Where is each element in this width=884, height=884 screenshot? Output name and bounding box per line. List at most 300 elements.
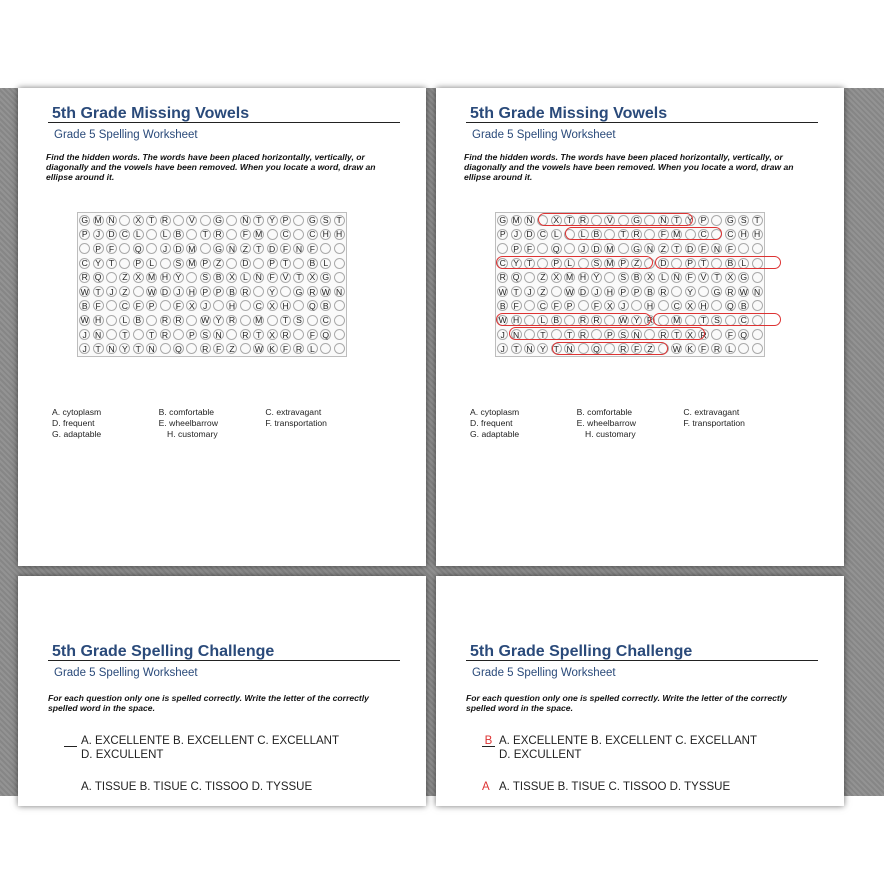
grid-letter: R — [658, 329, 669, 340]
grid-letter: X — [685, 300, 696, 311]
grid-letter: T — [618, 229, 629, 240]
grid-letter: P — [146, 300, 157, 311]
answer-ellipse — [538, 213, 693, 226]
grid-letter: Y — [213, 315, 224, 326]
word-list-row — [470, 418, 790, 429]
grid-letter: S — [618, 272, 629, 283]
question-1 — [64, 735, 339, 747]
grid-cell — [319, 242, 332, 256]
grid-letter: T — [133, 343, 144, 354]
grid-letter: B — [497, 300, 508, 311]
grid-letter: W — [672, 343, 681, 354]
grid-cell — [630, 242, 643, 256]
grid-cell — [239, 342, 252, 356]
grid-cell — [523, 227, 536, 241]
grid-letter: M — [606, 258, 614, 269]
word-list-row — [52, 429, 372, 440]
grid-letter: P — [200, 286, 211, 297]
grid-cell — [590, 270, 603, 284]
grid-cell — [306, 327, 319, 341]
grid-cell — [118, 299, 131, 313]
grid-letter: Q — [307, 300, 318, 311]
grid-letter: X — [644, 272, 655, 283]
grid-letter: Y — [631, 315, 642, 326]
grid-cell — [78, 270, 91, 284]
grid-letter — [146, 229, 157, 240]
grid-letter — [146, 243, 157, 254]
grid-cell — [724, 342, 737, 356]
grid-letter — [106, 300, 117, 311]
grid-cell — [118, 256, 131, 270]
grid-letter: Y — [119, 343, 130, 354]
grid-cell — [670, 242, 683, 256]
grid-letter — [173, 215, 184, 226]
word-list-item: E. wheelbarrow — [576, 418, 636, 429]
grid-letter: X — [551, 272, 562, 283]
grid-letter — [293, 329, 304, 340]
grid-letter: M — [512, 215, 520, 226]
answer-ellipse — [653, 313, 781, 326]
grid-cell — [132, 284, 145, 298]
grid-letter: R — [578, 315, 589, 326]
grid-cell — [292, 342, 305, 356]
grid-cell — [199, 213, 212, 227]
grid-letter: V — [280, 272, 291, 283]
grid-cell — [172, 213, 185, 227]
grid-letter: N — [334, 286, 345, 297]
grid-letter — [671, 286, 682, 297]
grid-letter: K — [267, 343, 278, 354]
grid-cell — [292, 242, 305, 256]
grid-letter: P — [79, 229, 90, 240]
grid-letter: M — [255, 229, 263, 240]
grid-letter: B — [213, 272, 224, 283]
grid-cell — [145, 327, 158, 341]
grid-letter: T — [119, 329, 130, 340]
grid-cell — [239, 213, 252, 227]
grid-cell — [105, 284, 118, 298]
grid-cell — [199, 242, 212, 256]
grid-letter: Y — [267, 286, 278, 297]
grid-cell — [683, 284, 696, 298]
grid-cell — [617, 270, 630, 284]
grid-letter — [293, 300, 304, 311]
grid-letter: T — [146, 329, 157, 340]
grid-letter — [133, 329, 144, 340]
grid-letter: L — [240, 272, 251, 283]
grid-letter: T — [711, 272, 722, 283]
grid-letter: R — [293, 343, 304, 354]
grid-letter: G — [497, 215, 508, 226]
grid-letter — [186, 315, 197, 326]
grid-letter: L — [658, 272, 669, 283]
grid-letter: X — [186, 300, 197, 311]
grid-letter: L — [578, 229, 589, 240]
grid-letter: P — [618, 258, 629, 269]
grid-letter: J — [511, 229, 522, 240]
grid-cell — [279, 242, 292, 256]
grid-cell — [496, 213, 509, 227]
grid-cell — [279, 213, 292, 227]
grid-letter: R — [591, 315, 602, 326]
grid-letter — [240, 300, 251, 311]
word-list-item: G. adaptable — [52, 429, 102, 440]
grid-cell — [239, 270, 252, 284]
grid-cell — [199, 284, 212, 298]
grid-letter: Y — [685, 215, 696, 226]
grid-cell — [172, 284, 185, 298]
word-list-item: A. cytoplasm — [52, 407, 102, 417]
grid-letter — [186, 272, 197, 283]
grid-letter: R — [644, 315, 655, 326]
grid-letter: B — [725, 258, 736, 269]
grid-cell — [91, 299, 104, 313]
grid-letter: G — [307, 215, 318, 226]
grid-cell — [118, 327, 131, 341]
grid-letter: C — [537, 300, 548, 311]
grid-letter: J — [160, 243, 171, 254]
grid-cell — [683, 242, 696, 256]
grid-cell — [590, 284, 603, 298]
grid-letter: H — [226, 300, 237, 311]
grid-letter — [711, 329, 722, 340]
grid-cell — [91, 284, 104, 298]
grid-cell — [185, 313, 198, 327]
grid-letter: M — [255, 315, 263, 326]
grid-row — [496, 270, 764, 284]
grid-cell — [118, 342, 131, 356]
grid-cell — [697, 242, 710, 256]
grid-cell — [199, 227, 212, 241]
word-list-item: H. customary — [585, 429, 636, 440]
grid-letter: D — [160, 286, 171, 297]
question-2 — [482, 781, 730, 793]
grid-letter — [119, 258, 130, 269]
title-rule — [466, 122, 818, 123]
grid-letter: L — [307, 343, 318, 354]
grid-letter: C — [307, 229, 318, 240]
grid-cell — [332, 284, 345, 298]
grid-letter — [497, 243, 508, 254]
page-subtitle: Grade 5 Spelling Worksheet — [54, 667, 198, 679]
grid-cell — [657, 242, 670, 256]
grid-letter: T — [524, 258, 535, 269]
grid-letter: H — [93, 315, 104, 326]
grid-letter — [226, 215, 237, 226]
worksheet-page-vowels-answers — [436, 88, 844, 566]
grid-cell — [523, 213, 536, 227]
grid-cell — [603, 284, 616, 298]
grid-cell — [172, 256, 185, 270]
grid-cell — [737, 299, 750, 313]
grid-letter: B — [591, 229, 602, 240]
grid-cell — [265, 313, 278, 327]
grid-letter: G — [738, 272, 749, 283]
grid-cell — [252, 342, 265, 356]
grid-letter: J — [578, 243, 589, 254]
grid-cell — [724, 327, 737, 341]
grid-cell — [710, 284, 723, 298]
question-options: A. TISSUE B. TISUE C. TISSOO D. TYSSUE — [81, 781, 313, 793]
grid-letter — [240, 343, 251, 354]
grid-letter: T — [671, 215, 682, 226]
grid-letter — [253, 258, 264, 269]
grid-cell — [292, 299, 305, 313]
grid-letter: S — [618, 329, 629, 340]
grid-letter: F — [93, 300, 104, 311]
grid-letter: R — [618, 343, 629, 354]
grid-cell — [172, 327, 185, 341]
grid-letter: L — [133, 229, 144, 240]
grid-cell — [590, 299, 603, 313]
grid-letter — [106, 315, 117, 326]
grid-cell — [697, 299, 710, 313]
grid-letter: B — [307, 258, 318, 269]
grid-letter: L — [537, 315, 548, 326]
grid-letter — [240, 315, 251, 326]
grid-letter — [698, 286, 709, 297]
grid-cell — [536, 299, 549, 313]
grid-cell — [239, 256, 252, 270]
grid-letter — [604, 272, 615, 283]
grid-letter: M — [606, 243, 614, 254]
answer-blank[interactable]: B — [482, 735, 495, 747]
grid-letter: H — [604, 286, 615, 297]
grid-cell — [252, 313, 265, 327]
grid-letter: C — [671, 300, 682, 311]
answer-letter: A — [482, 781, 490, 793]
grid-letter: B — [631, 272, 642, 283]
grid-letter: B — [133, 315, 144, 326]
grid-letter — [173, 329, 184, 340]
grid-letter: T — [93, 286, 104, 297]
grid-cell — [643, 299, 656, 313]
grid-letter: F — [658, 229, 669, 240]
grid-cell — [239, 327, 252, 341]
grid-cell — [252, 270, 265, 284]
grid-letter: F — [213, 343, 224, 354]
grid-cell — [225, 256, 238, 270]
grid-cell — [145, 342, 158, 356]
answer-ellipse — [496, 313, 651, 326]
grid-cell — [576, 284, 589, 298]
grid-letter: J — [618, 300, 629, 311]
word-search-grid — [77, 212, 347, 357]
grid-cell — [185, 227, 198, 241]
grid-cell — [670, 342, 683, 356]
grid-letter: Q — [511, 272, 522, 283]
grid-cell — [145, 284, 158, 298]
grid-cell — [252, 327, 265, 341]
grid-letter: P — [497, 229, 508, 240]
grid-letter: G — [725, 215, 736, 226]
grid-letter: P — [200, 258, 211, 269]
grid-cell — [306, 227, 319, 241]
grid-cell — [78, 313, 91, 327]
grid-cell — [91, 256, 104, 270]
grid-cell — [185, 213, 198, 227]
grid-letter: N — [240, 215, 251, 226]
grid-letter: Q — [591, 343, 602, 354]
grid-cell — [710, 213, 723, 227]
grid-cell — [172, 242, 185, 256]
grid-letter: R — [160, 215, 171, 226]
grid-letter: F — [725, 243, 736, 254]
grid-cell — [737, 213, 750, 227]
grid-letter: J — [200, 300, 211, 311]
grid-letter: N — [511, 329, 522, 340]
grid-cell — [332, 213, 345, 227]
grid-cell — [550, 270, 563, 284]
grid-cell — [105, 270, 118, 284]
grid-letter: C — [320, 315, 331, 326]
grid-cell — [279, 342, 292, 356]
grid-letter: C — [738, 315, 749, 326]
grid-cell — [225, 284, 238, 298]
question-options: A. EXCELLENTE B. EXCELLENT C. EXCELLANT — [499, 735, 757, 747]
grid-letter: F — [173, 300, 184, 311]
grid-cell — [199, 256, 212, 270]
grid-letter: H — [738, 229, 749, 240]
grid-letter — [752, 272, 763, 283]
grid-letter: R — [173, 315, 184, 326]
grid-letter: S — [711, 315, 722, 326]
grid-cell — [172, 227, 185, 241]
grid-letter: C — [79, 258, 90, 269]
grid-letter: S — [200, 272, 211, 283]
grid-letter — [551, 286, 562, 297]
grid-letter — [253, 286, 264, 297]
grid-cell — [132, 299, 145, 313]
grid-letter: F — [133, 300, 144, 311]
grid-letter: H — [511, 315, 522, 326]
grid-cell — [724, 270, 737, 284]
grid-cell — [509, 270, 522, 284]
grid-cell — [697, 284, 710, 298]
grid-cell — [509, 342, 522, 356]
grid-cell — [683, 342, 696, 356]
grid-letter: N — [564, 343, 575, 354]
grid-cell — [683, 270, 696, 284]
grid-letter: W — [565, 286, 574, 297]
grid-letter: N — [146, 343, 157, 354]
grid-letter: R — [578, 215, 589, 226]
grid-letter: B — [551, 315, 562, 326]
grid-cell — [212, 256, 225, 270]
grid-cell — [332, 299, 345, 313]
grid-cell — [212, 227, 225, 241]
grid-cell — [252, 242, 265, 256]
grid-cell — [279, 313, 292, 327]
grid-cell — [496, 270, 509, 284]
grid-cell — [118, 313, 131, 327]
grid-letter: N — [253, 272, 264, 283]
grid-cell — [657, 284, 670, 298]
grid-letter: W — [80, 315, 89, 326]
worksheet-page-vowels — [18, 88, 426, 566]
grid-cell — [737, 342, 750, 356]
title-rule — [48, 122, 400, 123]
answer-ellipse — [552, 342, 668, 355]
grid-letter: H — [186, 286, 197, 297]
grid-letter — [752, 300, 763, 311]
grid-letter — [106, 329, 117, 340]
grid-cell — [536, 227, 549, 241]
grid-letter: Q — [738, 329, 749, 340]
grid-row — [78, 270, 346, 284]
grid-cell — [509, 227, 522, 241]
grid-cell — [306, 284, 319, 298]
grid-letter: Q — [133, 243, 144, 254]
grid-cell — [145, 256, 158, 270]
grid-cell — [145, 270, 158, 284]
grid-cell — [697, 270, 710, 284]
grid-letter: B — [79, 300, 90, 311]
grid-cell — [306, 270, 319, 284]
grid-cell — [697, 342, 710, 356]
grid-letter: F — [267, 272, 278, 283]
word-list-item: H. customary — [167, 429, 218, 440]
grid-letter: X — [226, 272, 237, 283]
grid-cell — [265, 227, 278, 241]
grid-letter: N — [658, 215, 669, 226]
grid-cell — [563, 270, 576, 284]
grid-cell — [239, 299, 252, 313]
grid-cell — [199, 327, 212, 341]
grid-cell — [265, 270, 278, 284]
grid-letter: L — [564, 258, 575, 269]
grid-letter: H — [578, 272, 589, 283]
grid-cell — [590, 242, 603, 256]
grid-row — [78, 213, 346, 227]
grid-cell — [132, 270, 145, 284]
grid-cell — [252, 213, 265, 227]
grid-cell — [185, 270, 198, 284]
grid-cell — [509, 284, 522, 298]
word-list-item: D. frequent — [470, 418, 513, 429]
grid-cell — [737, 242, 750, 256]
grid-cell — [523, 299, 536, 313]
grid-letter — [658, 300, 669, 311]
grid-cell — [737, 227, 750, 241]
word-list-row — [470, 429, 790, 440]
grid-cell — [523, 270, 536, 284]
grid-letter: P — [685, 258, 696, 269]
grid-letter: F — [685, 272, 696, 283]
grid-letter: T — [564, 215, 575, 226]
grid-cell — [724, 242, 737, 256]
grid-cell — [563, 242, 576, 256]
grid-cell — [724, 227, 737, 241]
grid-letter: P — [564, 300, 575, 311]
grid-cell — [306, 313, 319, 327]
grid-cell — [105, 242, 118, 256]
grid-row — [78, 313, 346, 327]
grid-letter: Z — [213, 258, 224, 269]
grid-letter: D — [173, 243, 184, 254]
grid-cell — [496, 242, 509, 256]
grid-letter: C — [537, 229, 548, 240]
grid-letter: B — [738, 300, 749, 311]
grid-letter — [267, 315, 278, 326]
grid-letter — [334, 300, 345, 311]
answer-blank[interactable] — [64, 735, 77, 747]
grid-letter: Z — [631, 258, 642, 269]
grid-letter: R — [280, 329, 291, 340]
grid-letter: Z — [240, 243, 251, 254]
grid-letter — [320, 343, 331, 354]
grid-cell — [225, 313, 238, 327]
